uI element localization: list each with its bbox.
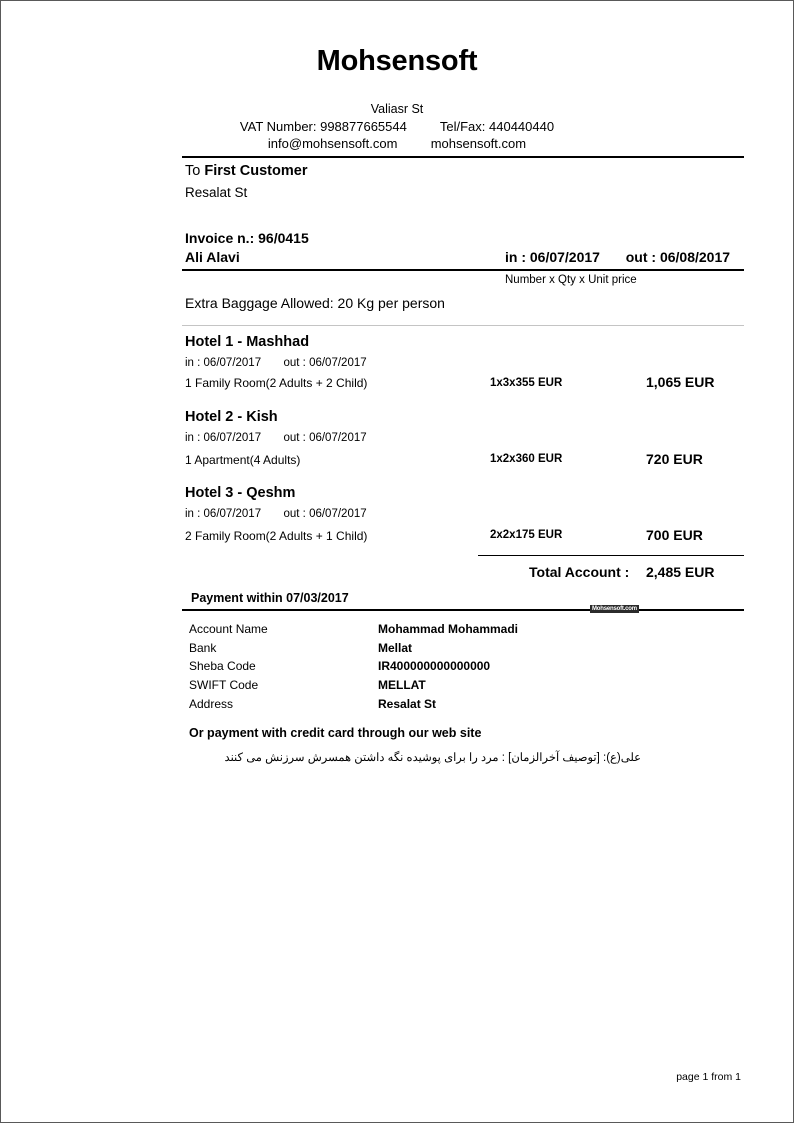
column-legend: Number x Qty x Unit price xyxy=(505,274,637,286)
hotel-check-in: in : 06/07/2017 xyxy=(185,357,262,369)
hotel-room: 1 Apartment(4 Adults) xyxy=(185,453,301,467)
total-amount: 2,485 EUR xyxy=(646,564,715,580)
credit-card-note: Or payment with credit card through our web site xyxy=(189,726,482,740)
payment-row-value: Mellat xyxy=(378,641,413,655)
company-telfax: Tel/Fax: 440440440 xyxy=(439,119,555,134)
page-indicator: page 1 from 1 xyxy=(676,1071,741,1083)
hotel-dates xyxy=(185,508,367,520)
payment-row-value: Mohammad Mohammadi xyxy=(378,622,519,636)
watermark-badge: Mohsensoft.com xyxy=(592,606,637,612)
company-email[interactable]: info@mohsensoft.com xyxy=(267,136,398,151)
baggage-note: Extra Baggage Allowed: 20 Kg per person xyxy=(185,295,445,311)
total-label: Total Account : xyxy=(529,564,630,580)
hotel-check-out: out : 06/07/2017 xyxy=(283,432,367,444)
payment-row-label: Bank xyxy=(189,641,217,655)
invoice-divider xyxy=(182,269,744,271)
hotel-room: 1 Family Room(2 Adults + 2 Child) xyxy=(185,376,368,390)
company-email-website-row xyxy=(1,136,793,151)
payment-divider xyxy=(182,609,744,611)
hotel-amount: 1,065 EUR xyxy=(646,374,715,390)
company-address: Valiasr St xyxy=(370,102,424,116)
payment-row-label: Sheba Code xyxy=(189,659,256,673)
hotel-amount: 720 EUR xyxy=(646,451,703,467)
hotel-amount: 700 EUR xyxy=(646,527,703,543)
header-divider xyxy=(182,156,744,158)
traveller-name: Ali Alavi xyxy=(185,249,240,265)
hotel-dates xyxy=(185,432,367,444)
hotel-calc: 1x3x355 EUR xyxy=(490,377,563,389)
hotel-room: 2 Family Room(2 Adults + 1 Child) xyxy=(185,529,368,543)
stay-dates xyxy=(505,249,730,265)
hotel-title: Hotel 3 - Qeshm xyxy=(185,485,296,501)
persian-quote: علی(ع): [توصیف آخرالزمان] : مرد را برای پوشیده نگه داشتن همسرش سرزنش می کنند xyxy=(224,752,641,764)
hotel-calc: 2x2x175 EUR xyxy=(490,529,563,541)
payment-row-value: Resalat St xyxy=(378,697,437,711)
payment-row-label: Account Name xyxy=(189,622,268,636)
customer-address: Resalat St xyxy=(185,185,248,200)
hotel-calc: 1x2x360 EUR xyxy=(490,453,563,465)
hotel-dates xyxy=(185,357,367,369)
hotel-check-in: in : 06/07/2017 xyxy=(185,508,262,520)
hotel-check-out: out : 06/07/2017 xyxy=(283,357,367,369)
payment-row-label: SWIFT Code xyxy=(189,678,259,692)
payment-row-value: MELLAT xyxy=(378,678,426,692)
stay-check-in: in : 06/07/2017 xyxy=(505,249,600,265)
company-website[interactable]: mohsensoft.com xyxy=(430,136,527,151)
invoice-number: Invoice n.: 96/0415 xyxy=(185,230,309,246)
items-divider xyxy=(182,325,744,326)
company-vat-number: VAT Number: 998877665544 xyxy=(239,119,407,134)
hotel-title: Hotel 1 - Mashhad xyxy=(185,334,310,350)
total-divider xyxy=(478,555,744,556)
stay-check-out: out : 06/08/2017 xyxy=(625,249,731,265)
customer-name: First Customer xyxy=(204,163,308,179)
company-name: Mohsensoft xyxy=(316,45,478,77)
hotel-check-out: out : 06/07/2017 xyxy=(283,508,367,520)
customer-line xyxy=(185,163,307,179)
hotel-title: Hotel 2 - Kish xyxy=(185,409,278,425)
payment-row-value: IR400000000000000 xyxy=(378,659,491,673)
payment-row-label: Address xyxy=(189,697,234,711)
hotel-check-in: in : 06/07/2017 xyxy=(185,432,262,444)
to-label: To xyxy=(185,163,205,179)
payment-due-note: Payment within 07/03/2017 xyxy=(191,591,349,605)
company-vat-telfax-row xyxy=(1,119,793,134)
